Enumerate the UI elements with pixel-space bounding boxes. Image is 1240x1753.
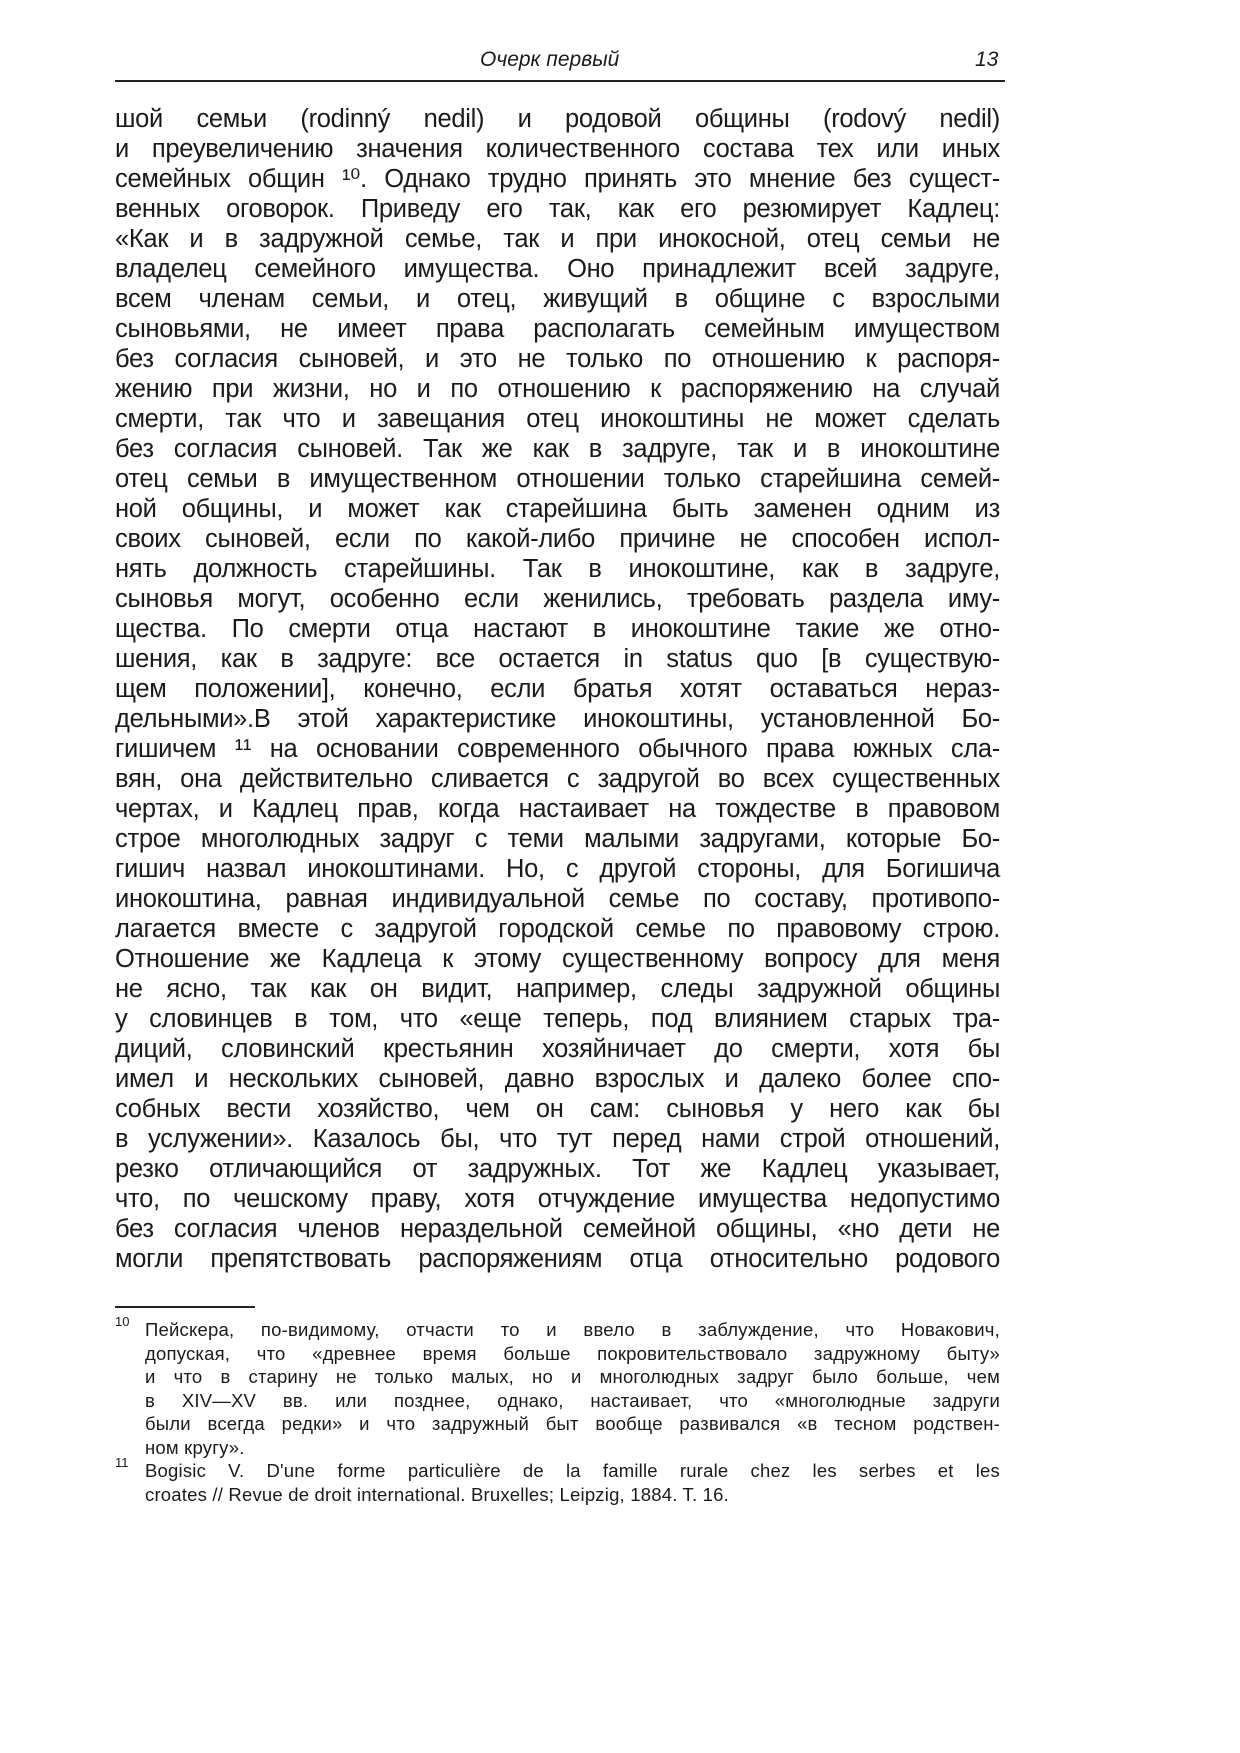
text-line: щества. По смерти отца настают в инокоштине такие же отно- bbox=[115, 615, 1000, 643]
footnote-line: и что в старину не только малых, но и многолюдных задруг было больше, чем bbox=[145, 1366, 1000, 1387]
footnotes bbox=[115, 1314, 1000, 1506]
text-line: что, по чешскому праву, хотя отчуждение имущества недопустимо bbox=[115, 1185, 1000, 1213]
footnote-line: ном кругу». bbox=[145, 1436, 245, 1458]
text-line: инокоштина, равная индивидуальной семье по составу, противопо- bbox=[115, 885, 1000, 913]
text-line: владелец семейного имущества. Оно принадлежит всей задруге, bbox=[115, 255, 1000, 283]
footnote bbox=[115, 1314, 1000, 1459]
footnote-line: croates // Revue de droit international. Bruxelles; Leipzig, 1884. T. 16. bbox=[145, 1483, 729, 1505]
text-line: в услужении». Казалось бы, что тут перед нами строй отношений, bbox=[115, 1125, 1000, 1153]
text-line: своих сыновей, если по какой-либо причине не способен испол- bbox=[115, 525, 1000, 553]
header-rule bbox=[115, 80, 1005, 82]
footnote-line: были всегда редки» и что задружный быт вообще развивался «в тесном родствен- bbox=[145, 1413, 1000, 1434]
body-text bbox=[115, 104, 1000, 1274]
footnote-line: Bogisic V. D'une forme particulière de la famille rurale chez les serbes et les bbox=[145, 1460, 1000, 1481]
text-line: не ясно, так как он видит, например, следы задружной общины bbox=[115, 975, 1000, 1003]
text-line: без согласия членов нераздельной семейной общины, «но дети не bbox=[115, 1215, 1000, 1243]
footnote bbox=[115, 1455, 1000, 1506]
text-line: смерти, так что и завещания отец инокоштины не может сделать bbox=[115, 405, 1000, 433]
text-line: шения, как в задруге: все остается in status quo [в существую- bbox=[115, 645, 1000, 673]
text-line: и преувеличению значения количественного состава тех или иных bbox=[115, 135, 1000, 163]
text-line: имел и нескольких сыновей, давно взрослых и далеко более спо- bbox=[115, 1065, 1000, 1093]
text-line: могли препятствовать распоряжениям отца относительно родового bbox=[115, 1245, 1000, 1273]
text-line: Отношение же Кадлеца к этому существенному вопросу для меня bbox=[115, 945, 1000, 973]
text-line: гишич назвал инокоштинами. Но, с другой стороны, для Богишича bbox=[115, 855, 1000, 883]
text-line: шой семьи (rodinný nedil) и родовой общины (rodový nedil) bbox=[115, 105, 1000, 133]
footnote-mark: 10 bbox=[115, 1314, 130, 1329]
text-line: лагается вместе с задругой городской семье по правовому строю. bbox=[115, 915, 1000, 943]
text-line: дельными».В этой характеристике инокоштины, установленной Бо- bbox=[115, 705, 1000, 733]
text-line: вян, она действительно сливается с задругой во всех существенных bbox=[115, 765, 1000, 793]
footnote-line: Пейскера, по-видимому, отчасти то и ввело в заблуждение, что Новакович, bbox=[145, 1319, 1000, 1340]
running-header-title: Очерк первый bbox=[480, 48, 620, 71]
text-line: ной общины, и может как старейшина быть заменен одним из bbox=[115, 495, 1000, 523]
page-number: 13 bbox=[975, 48, 999, 71]
text-line: у словинцев в том, что «еще теперь, под влиянием старых тра- bbox=[115, 1005, 1000, 1033]
text-line: резко отличающийся от задружных. Тот же Кадлец указывает, bbox=[115, 1155, 1000, 1183]
text-line: всем членам семьи, и отец, живущий в общине с взрослыми bbox=[115, 285, 1000, 313]
text-line: нять должность старейшины. Так в инокоштине, как в задруге, bbox=[115, 555, 1000, 583]
footnote-separator bbox=[115, 1306, 255, 1308]
text-line: без согласия сыновей. Так же как в задруге, так и в инокоштине bbox=[115, 435, 1000, 463]
text-line: семейных общин ¹⁰. Однако трудно принять это мнение без сущест- bbox=[115, 165, 1000, 193]
text-line: диций, словинский крестьянин хозяйничает до смерти, хотя бы bbox=[115, 1035, 1000, 1063]
text-line: сыновьями, не имеет права располагать семейным имуществом bbox=[115, 315, 1000, 343]
text-line: щем положении], конечно, если братья хотят оставаться нераз- bbox=[115, 675, 1000, 703]
text-line: «Как и в задружной семье, так и при инокосной, отец семьи не bbox=[115, 225, 1000, 253]
text-line: строе многолюдных задруг с теми малыми задругами, которые Бо- bbox=[115, 825, 1000, 853]
text-line: чертах, и Кадлец прав, когда настаивает на тождестве в правовом bbox=[115, 795, 1000, 823]
text-line: венных оговорок. Приведу его так, как его резюмирует Кадлец: bbox=[115, 195, 1000, 223]
footnote-mark: 11 bbox=[115, 1455, 129, 1470]
text-line: гишичем ¹¹ на основании современного обычного права южных сла- bbox=[115, 735, 1000, 763]
text-line: отец семьи в имущественном отношении только старейшина семей- bbox=[115, 465, 1000, 493]
text-line: жению при жизни, но и по отношению к распоряжению на случай bbox=[115, 375, 1000, 403]
text-line: собных вести хозяйство, чем он сам: сыновья у него как бы bbox=[115, 1095, 1000, 1123]
text-line: без согласия сыновей, и это не только по отношению к распоря- bbox=[115, 345, 1000, 373]
text-line: сыновья могут, особенно если женились, требовать раздела иму- bbox=[115, 585, 1000, 613]
footnote-line: в XIV—XV вв. или позднее, однако, настаивает, что «многолюдные задруги bbox=[145, 1389, 1000, 1411]
footnote-line: допуская, что «древнее время больше покровительствовало задружному быту» bbox=[145, 1342, 1000, 1364]
